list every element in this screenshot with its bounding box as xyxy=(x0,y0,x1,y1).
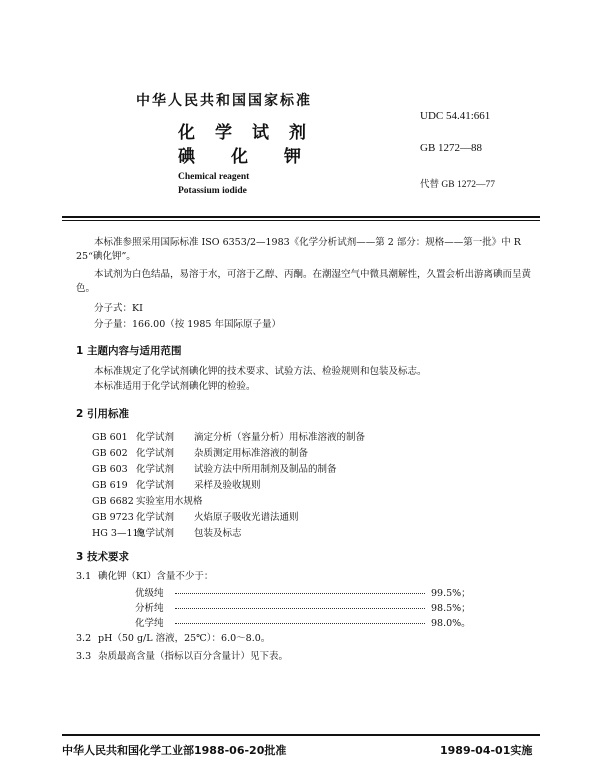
reference-name: 化学试剂 xyxy=(136,480,175,491)
intro-paragraph-1: 本标准参照采用国际标准 ISO 6353/2—1983《化学分析试剂——第 2 部分：规格——第一批》中 R 25“碘化钾”。 xyxy=(76,237,521,262)
intro-paragraph-2: 本试剂为白色结晶，易溶于水，可溶于乙醇、丙酮。在潮湿空气中微具潮解性，久置会析出游离碘而呈黄色。 xyxy=(76,269,532,294)
reference-list xyxy=(92,430,365,542)
reference-name: 化学试剂 xyxy=(136,512,175,523)
reference-title: 杂质测定用标准溶液的制备 xyxy=(194,448,309,459)
reference-code: GB 6682 xyxy=(92,496,134,507)
udc-number: UDC 54.41:661 xyxy=(420,110,491,122)
approval-statement: 中华人民共和国化学工业部1988-06-20批准 xyxy=(62,744,287,757)
section-1-line-1: 本标准规定了化学试剂碘化钾的技术要求、试验方法、检验规则和包装及标志。 xyxy=(94,366,427,377)
header-rule-thick xyxy=(62,216,540,218)
item-3-3-number: 3.3 xyxy=(76,651,92,662)
item-3-1-text: 碘化钾（KI）含量不少于： xyxy=(98,571,214,582)
reference-name: 化学试剂 xyxy=(136,528,175,539)
reference-code: GB 603 xyxy=(92,464,128,475)
reference-name: 化学试剂 xyxy=(136,464,175,475)
grade-row xyxy=(135,602,495,616)
title-en-line2: Potassium iodide xyxy=(178,186,247,196)
molecular-weight: 分子量：166.00（按 1985 年国际原子量） xyxy=(94,319,281,330)
grade-value: 98.5%； xyxy=(431,603,471,614)
title-en-line1: Chemical reagent xyxy=(178,172,250,182)
reference-code: GB 602 xyxy=(92,448,128,459)
reference-name: 化学试剂 xyxy=(136,432,175,443)
grade-label: 优级纯 xyxy=(135,588,164,599)
item-3-2-text: pH（50 g/L 溶液，25℃）：6.0～8.0。 xyxy=(98,633,271,644)
grade-value: 99.5%； xyxy=(431,588,471,599)
reference-item xyxy=(92,430,365,446)
replaces-standard: 代替 GB 1272—77 xyxy=(420,180,495,190)
reference-item xyxy=(92,446,365,462)
reference-item xyxy=(92,478,365,494)
reference-item xyxy=(92,494,365,510)
reference-item xyxy=(92,462,365,478)
item-3-3-text: 杂质最高含量（指标以百分含量计）见下表。 xyxy=(98,651,289,662)
reference-title: 火焰原子吸收光谱法通则 xyxy=(194,512,299,523)
reference-item xyxy=(92,510,365,526)
grade-value: 98.0%。 xyxy=(431,618,471,629)
reference-code: GB 619 xyxy=(92,480,128,491)
reference-title: 包装及标志 xyxy=(194,528,242,539)
item-3-1-number: 3.1 xyxy=(76,571,92,582)
section-1-heading: 1 主题内容与适用范围 xyxy=(76,345,182,357)
title-cn-line2: 碘化钾 xyxy=(178,147,337,167)
title-cn-line1: 化学试剂 xyxy=(178,123,326,143)
grade-row xyxy=(135,587,495,601)
gb-number: GB 1272—88 xyxy=(420,142,483,154)
reference-code: GB 601 xyxy=(92,432,128,443)
reference-name: 实验室用水规格 xyxy=(136,496,203,507)
reference-item xyxy=(92,526,365,542)
header-rule-thin xyxy=(62,220,540,221)
reference-title: 采样及验收规则 xyxy=(194,480,261,491)
section-3-heading: 3 技术要求 xyxy=(76,551,129,563)
reference-title: 滴定分析（容量分析）用标准溶液的制备 xyxy=(194,432,366,443)
reference-code: HG 3—119 xyxy=(92,528,145,539)
section-2-heading: 2 引用标准 xyxy=(76,408,129,420)
effective-date: 1989-04-01实施 xyxy=(440,744,533,757)
standard-name: 中华人民共和国国家标准 xyxy=(136,93,312,109)
reference-code: GB 9723 xyxy=(92,512,134,523)
dot-leader xyxy=(175,623,425,624)
grade-label: 分析纯 xyxy=(135,603,164,614)
grade-label: 化学纯 xyxy=(135,618,164,629)
dot-leader xyxy=(175,608,425,609)
reference-title: 试验方法中所用制剂及制品的制备 xyxy=(194,464,337,475)
item-3-2-number: 3.2 xyxy=(76,633,92,644)
molecular-formula: 分子式：KI xyxy=(94,303,143,314)
footer-rule xyxy=(62,734,540,736)
grade-row xyxy=(135,617,495,631)
reference-name: 化学试剂 xyxy=(136,448,175,459)
dot-leader xyxy=(175,593,425,594)
section-1-line-2: 本标准适用于化学试剂碘化钾的检验。 xyxy=(94,381,256,392)
